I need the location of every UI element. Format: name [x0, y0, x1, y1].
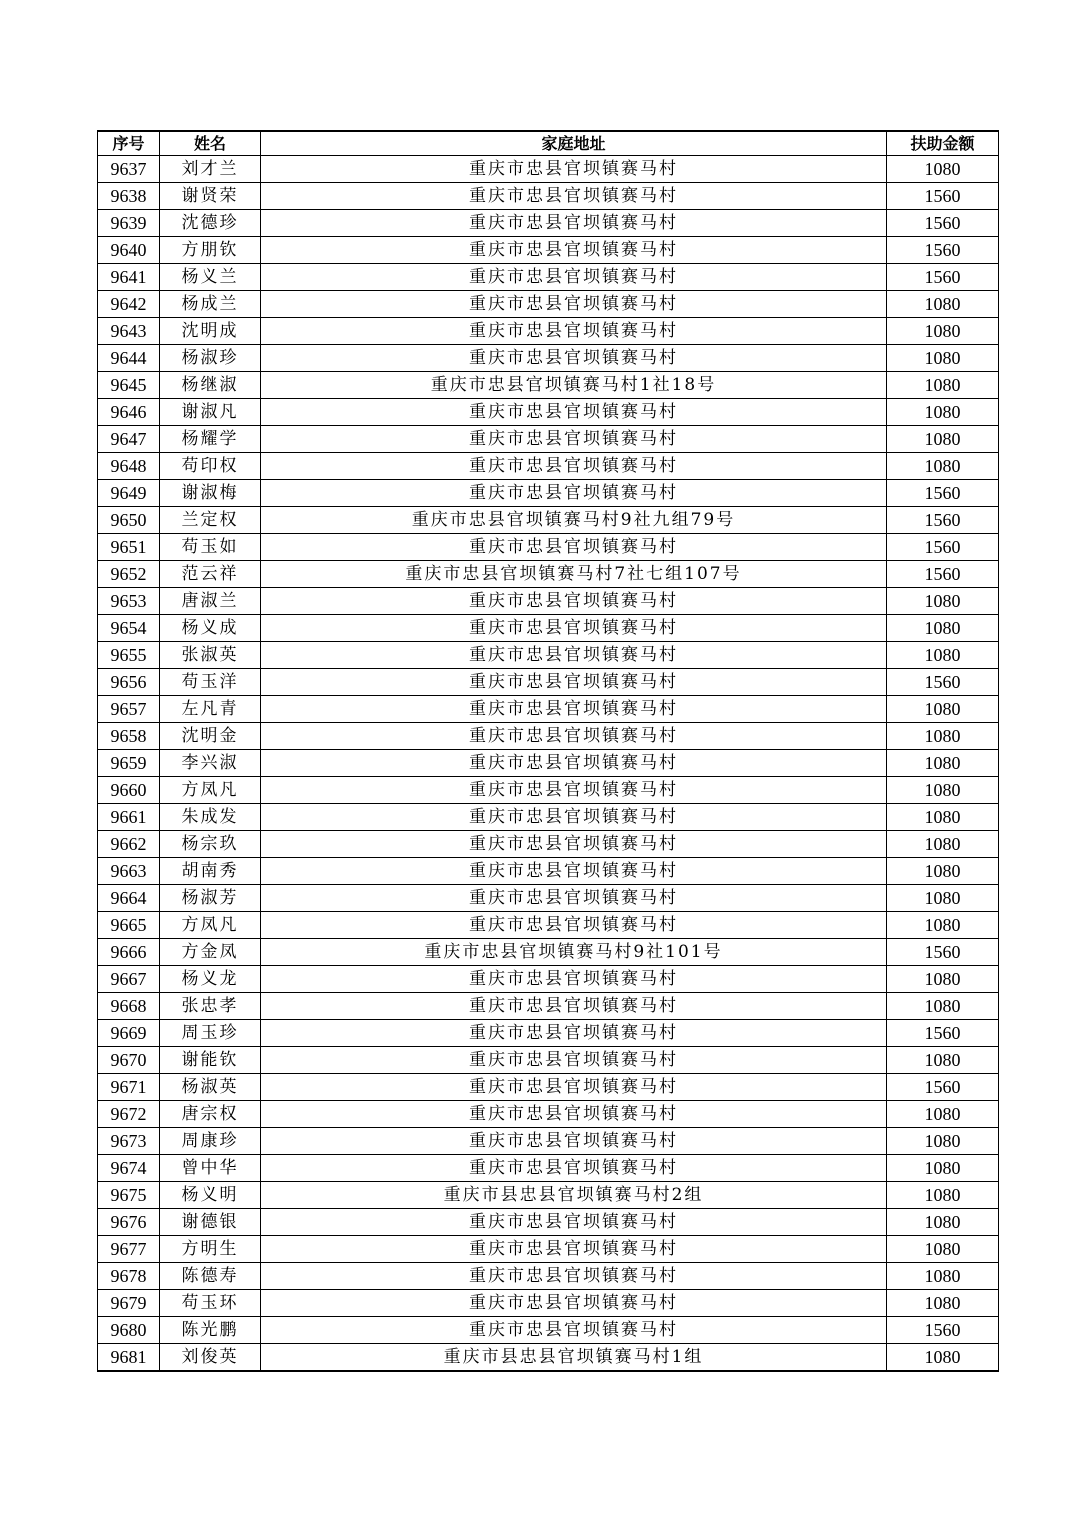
- cell-address: 重庆市忠县官坝镇赛马村: [261, 1155, 887, 1182]
- cell-address: 重庆市忠县官坝镇赛马村: [261, 993, 887, 1020]
- cell-seq: 9672: [98, 1101, 160, 1128]
- table-row: [98, 237, 999, 264]
- cell-amount: 1560: [887, 480, 999, 507]
- cell-amount: 1080: [887, 453, 999, 480]
- subsidy-table: [97, 130, 999, 1372]
- cell-name: 方凤凡: [160, 777, 261, 804]
- table-row: [98, 1317, 999, 1344]
- cell-amount: 1080: [887, 399, 999, 426]
- cell-name: 杨继淑: [160, 372, 261, 399]
- cell-address: 重庆市县忠县官坝镇赛马村1组: [261, 1344, 887, 1372]
- cell-amount: 1080: [887, 318, 999, 345]
- cell-seq: 9673: [98, 1128, 160, 1155]
- cell-seq: 9644: [98, 345, 160, 372]
- table-row: [98, 939, 999, 966]
- cell-seq: 9678: [98, 1263, 160, 1290]
- cell-address: 重庆市忠县官坝镇赛马村: [261, 345, 887, 372]
- cell-amount: 1080: [887, 588, 999, 615]
- table-row: [98, 1182, 999, 1209]
- cell-name: 杨淑珍: [160, 345, 261, 372]
- table-row: [98, 1047, 999, 1074]
- cell-amount: 1080: [887, 1209, 999, 1236]
- cell-amount: 1080: [887, 426, 999, 453]
- cell-address: 重庆市忠县官坝镇赛马村: [261, 588, 887, 615]
- cell-amount: 1080: [887, 615, 999, 642]
- table-row: [98, 156, 999, 183]
- cell-amount: 1560: [887, 183, 999, 210]
- cell-address: 重庆市忠县官坝镇赛马村: [261, 615, 887, 642]
- table-header: [98, 131, 999, 156]
- cell-name: 左凡青: [160, 696, 261, 723]
- cell-address: 重庆市忠县官坝镇赛马村: [261, 1074, 887, 1101]
- table-row: [98, 1344, 999, 1372]
- table-row: [98, 1020, 999, 1047]
- cell-name: 刘才兰: [160, 156, 261, 183]
- cell-address: 重庆市忠县官坝镇赛马村: [261, 1101, 887, 1128]
- table-row: [98, 1236, 999, 1263]
- cell-name: 谢贤荣: [160, 183, 261, 210]
- cell-address: 重庆市忠县官坝镇赛马村: [261, 777, 887, 804]
- table-row: [98, 723, 999, 750]
- cell-amount: 1560: [887, 534, 999, 561]
- cell-amount: 1560: [887, 210, 999, 237]
- cell-seq: 9648: [98, 453, 160, 480]
- header-address: 家庭地址: [261, 131, 887, 156]
- table-row: [98, 696, 999, 723]
- table-row: [98, 399, 999, 426]
- table-row: [98, 831, 999, 858]
- cell-seq: 9656: [98, 669, 160, 696]
- cell-seq: 9646: [98, 399, 160, 426]
- cell-name: 杨成兰: [160, 291, 261, 318]
- cell-name: 苟玉洋: [160, 669, 261, 696]
- cell-address: 重庆市忠县官坝镇赛马村: [261, 453, 887, 480]
- cell-amount: 1080: [887, 750, 999, 777]
- cell-seq: 9662: [98, 831, 160, 858]
- cell-amount: 1080: [887, 1182, 999, 1209]
- cell-name: 谢淑凡: [160, 399, 261, 426]
- cell-seq: 9680: [98, 1317, 160, 1344]
- cell-seq: 9665: [98, 912, 160, 939]
- cell-address: 重庆市忠县官坝镇赛马村: [261, 1317, 887, 1344]
- cell-amount: 1560: [887, 264, 999, 291]
- cell-seq: 9681: [98, 1344, 160, 1372]
- cell-address: 重庆市忠县官坝镇赛马村: [261, 1128, 887, 1155]
- table-row: [98, 750, 999, 777]
- table-row: [98, 507, 999, 534]
- cell-seq: 9653: [98, 588, 160, 615]
- table-row: [98, 993, 999, 1020]
- cell-seq: 9655: [98, 642, 160, 669]
- cell-amount: 1080: [887, 1155, 999, 1182]
- cell-name: 苟印权: [160, 453, 261, 480]
- cell-name: 方凤凡: [160, 912, 261, 939]
- cell-amount: 1560: [887, 939, 999, 966]
- cell-address: 重庆市忠县官坝镇赛马村: [261, 1290, 887, 1317]
- cell-address: 重庆市忠县官坝镇赛马村: [261, 912, 887, 939]
- cell-address: 重庆市忠县官坝镇赛马村: [261, 831, 887, 858]
- cell-seq: 9647: [98, 426, 160, 453]
- cell-seq: 9659: [98, 750, 160, 777]
- table-row: [98, 1155, 999, 1182]
- table-row: [98, 480, 999, 507]
- table-row: [98, 561, 999, 588]
- cell-seq: 9668: [98, 993, 160, 1020]
- table-row: [98, 1101, 999, 1128]
- cell-name: 苟玉如: [160, 534, 261, 561]
- cell-amount: 1080: [887, 1290, 999, 1317]
- cell-seq: 9679: [98, 1290, 160, 1317]
- table-row: [98, 345, 999, 372]
- cell-amount: 1560: [887, 507, 999, 534]
- table-row: [98, 912, 999, 939]
- cell-seq: 9660: [98, 777, 160, 804]
- table-row: [98, 1074, 999, 1101]
- cell-amount: 1560: [887, 1317, 999, 1344]
- cell-seq: 9639: [98, 210, 160, 237]
- cell-seq: 9645: [98, 372, 160, 399]
- cell-name: 苟玉环: [160, 1290, 261, 1317]
- cell-amount: 1080: [887, 1263, 999, 1290]
- cell-address: 重庆市忠县官坝镇赛马村: [261, 426, 887, 453]
- cell-address: 重庆市忠县官坝镇赛马村: [261, 750, 887, 777]
- cell-address: 重庆市忠县官坝镇赛马村1社18号: [261, 372, 887, 399]
- cell-name: 刘俊英: [160, 1344, 261, 1372]
- cell-address: 重庆市忠县官坝镇赛马村: [261, 264, 887, 291]
- cell-name: 杨淑英: [160, 1074, 261, 1101]
- cell-amount: 1080: [887, 696, 999, 723]
- cell-seq: 9650: [98, 507, 160, 534]
- cell-name: 曾中华: [160, 1155, 261, 1182]
- cell-name: 方朋钦: [160, 237, 261, 264]
- table-row: [98, 1128, 999, 1155]
- cell-seq: 9640: [98, 237, 160, 264]
- cell-amount: 1080: [887, 1236, 999, 1263]
- cell-amount: 1080: [887, 993, 999, 1020]
- table-row: [98, 210, 999, 237]
- cell-name: 方金凤: [160, 939, 261, 966]
- cell-amount: 1080: [887, 1344, 999, 1372]
- table-body: [98, 156, 999, 1372]
- table-row: [98, 885, 999, 912]
- cell-name: 兰定权: [160, 507, 261, 534]
- cell-address: 重庆市忠县官坝镇赛马村: [261, 642, 887, 669]
- table-row: [98, 264, 999, 291]
- cell-address: 重庆市忠县官坝镇赛马村: [261, 885, 887, 912]
- cell-name: 杨义兰: [160, 264, 261, 291]
- cell-address: 重庆市忠县官坝镇赛马村: [261, 804, 887, 831]
- cell-name: 张忠孝: [160, 993, 261, 1020]
- cell-seq: 9654: [98, 615, 160, 642]
- cell-amount: 1080: [887, 1101, 999, 1128]
- cell-seq: 9658: [98, 723, 160, 750]
- cell-address: 重庆市忠县官坝镇赛马村: [261, 399, 887, 426]
- cell-address: 重庆市忠县官坝镇赛马村: [261, 669, 887, 696]
- table-row: [98, 183, 999, 210]
- cell-name: 张淑英: [160, 642, 261, 669]
- cell-name: 沈明金: [160, 723, 261, 750]
- cell-amount: 1560: [887, 1074, 999, 1101]
- cell-seq: 9637: [98, 156, 160, 183]
- cell-seq: 9669: [98, 1020, 160, 1047]
- cell-name: 杨淑芳: [160, 885, 261, 912]
- cell-seq: 9657: [98, 696, 160, 723]
- cell-name: 谢德银: [160, 1209, 261, 1236]
- cell-name: 谢能钦: [160, 1047, 261, 1074]
- cell-name: 谢淑梅: [160, 480, 261, 507]
- cell-seq: 9663: [98, 858, 160, 885]
- cell-name: 唐淑兰: [160, 588, 261, 615]
- cell-name: 范云祥: [160, 561, 261, 588]
- cell-name: 沈明成: [160, 318, 261, 345]
- cell-seq: 9674: [98, 1155, 160, 1182]
- table-row: [98, 1209, 999, 1236]
- table-row: [98, 1263, 999, 1290]
- cell-name: 杨宗玖: [160, 831, 261, 858]
- cell-address: 重庆市忠县官坝镇赛马村: [261, 1020, 887, 1047]
- cell-name: 陈光鹏: [160, 1317, 261, 1344]
- cell-seq: 9664: [98, 885, 160, 912]
- cell-seq: 9651: [98, 534, 160, 561]
- table-row: [98, 966, 999, 993]
- cell-address: 重庆市忠县官坝镇赛马村: [261, 1263, 887, 1290]
- cell-address: 重庆市忠县官坝镇赛马村: [261, 210, 887, 237]
- cell-name: 陈德寿: [160, 1263, 261, 1290]
- cell-address: 重庆市忠县官坝镇赛马村: [261, 696, 887, 723]
- cell-address: 重庆市忠县官坝镇赛马村: [261, 183, 887, 210]
- table-row: [98, 858, 999, 885]
- cell-amount: 1560: [887, 1020, 999, 1047]
- cell-name: 杨义龙: [160, 966, 261, 993]
- cell-amount: 1080: [887, 777, 999, 804]
- cell-address: 重庆市忠县官坝镇赛马村: [261, 318, 887, 345]
- cell-name: 胡南秀: [160, 858, 261, 885]
- cell-name: 李兴淑: [160, 750, 261, 777]
- cell-address: 重庆市忠县官坝镇赛马村: [261, 534, 887, 561]
- cell-seq: 9677: [98, 1236, 160, 1263]
- header-amount: 扶助金额: [887, 131, 999, 156]
- cell-name: 朱成发: [160, 804, 261, 831]
- table-row: [98, 534, 999, 561]
- cell-address: 重庆市县忠县官坝镇赛马村2组: [261, 1182, 887, 1209]
- cell-seq: 9661: [98, 804, 160, 831]
- table-row: [98, 426, 999, 453]
- cell-amount: 1080: [887, 966, 999, 993]
- table-row: [98, 1290, 999, 1317]
- cell-amount: 1560: [887, 669, 999, 696]
- cell-name: 杨义成: [160, 615, 261, 642]
- cell-amount: 1080: [887, 372, 999, 399]
- cell-seq: 9641: [98, 264, 160, 291]
- cell-address: 重庆市忠县官坝镇赛马村: [261, 291, 887, 318]
- cell-address: 重庆市忠县官坝镇赛马村: [261, 480, 887, 507]
- table-row: [98, 588, 999, 615]
- cell-seq: 9675: [98, 1182, 160, 1209]
- cell-name: 沈德珍: [160, 210, 261, 237]
- cell-address: 重庆市忠县官坝镇赛马村7社七组107号: [261, 561, 887, 588]
- cell-name: 杨义明: [160, 1182, 261, 1209]
- cell-seq: 9667: [98, 966, 160, 993]
- cell-seq: 9642: [98, 291, 160, 318]
- cell-amount: 1080: [887, 1047, 999, 1074]
- cell-address: 重庆市忠县官坝镇赛马村: [261, 723, 887, 750]
- cell-name: 杨耀学: [160, 426, 261, 453]
- cell-name: 周康珍: [160, 1128, 261, 1155]
- cell-amount: 1560: [887, 237, 999, 264]
- cell-amount: 1080: [887, 858, 999, 885]
- cell-amount: 1080: [887, 345, 999, 372]
- cell-address: 重庆市忠县官坝镇赛马村: [261, 156, 887, 183]
- cell-address: 重庆市忠县官坝镇赛马村: [261, 1209, 887, 1236]
- cell-name: 方明生: [160, 1236, 261, 1263]
- cell-seq: 9649: [98, 480, 160, 507]
- table-row: [98, 453, 999, 480]
- cell-address: 重庆市忠县官坝镇赛马村9社101号: [261, 939, 887, 966]
- table-row: [98, 372, 999, 399]
- cell-amount: 1080: [887, 291, 999, 318]
- cell-seq: 9676: [98, 1209, 160, 1236]
- table-row: [98, 615, 999, 642]
- cell-address: 重庆市忠县官坝镇赛马村: [261, 858, 887, 885]
- cell-amount: 1080: [887, 885, 999, 912]
- table-row: [98, 804, 999, 831]
- cell-seq: 9643: [98, 318, 160, 345]
- cell-seq: 9670: [98, 1047, 160, 1074]
- table-row: [98, 777, 999, 804]
- table-row: [98, 318, 999, 345]
- cell-amount: 1080: [887, 831, 999, 858]
- cell-amount: 1080: [887, 912, 999, 939]
- header-seq: 序号: [98, 131, 160, 156]
- header-row: [98, 131, 999, 156]
- cell-name: 唐宗权: [160, 1101, 261, 1128]
- table-row: [98, 642, 999, 669]
- cell-address: 重庆市忠县官坝镇赛马村: [261, 1047, 887, 1074]
- cell-amount: 1080: [887, 642, 999, 669]
- cell-amount: 1080: [887, 156, 999, 183]
- cell-amount: 1080: [887, 1128, 999, 1155]
- cell-amount: 1560: [887, 561, 999, 588]
- cell-address: 重庆市忠县官坝镇赛马村: [261, 1236, 887, 1263]
- cell-name: 周玉珍: [160, 1020, 261, 1047]
- cell-amount: 1080: [887, 723, 999, 750]
- cell-seq: 9652: [98, 561, 160, 588]
- cell-seq: 9671: [98, 1074, 160, 1101]
- header-name: 姓名: [160, 131, 261, 156]
- cell-seq: 9666: [98, 939, 160, 966]
- cell-address: 重庆市忠县官坝镇赛马村9社九组79号: [261, 507, 887, 534]
- cell-amount: 1080: [887, 804, 999, 831]
- cell-address: 重庆市忠县官坝镇赛马村: [261, 237, 887, 264]
- cell-seq: 9638: [98, 183, 160, 210]
- table-row: [98, 291, 999, 318]
- table-row: [98, 669, 999, 696]
- cell-address: 重庆市忠县官坝镇赛马村: [261, 966, 887, 993]
